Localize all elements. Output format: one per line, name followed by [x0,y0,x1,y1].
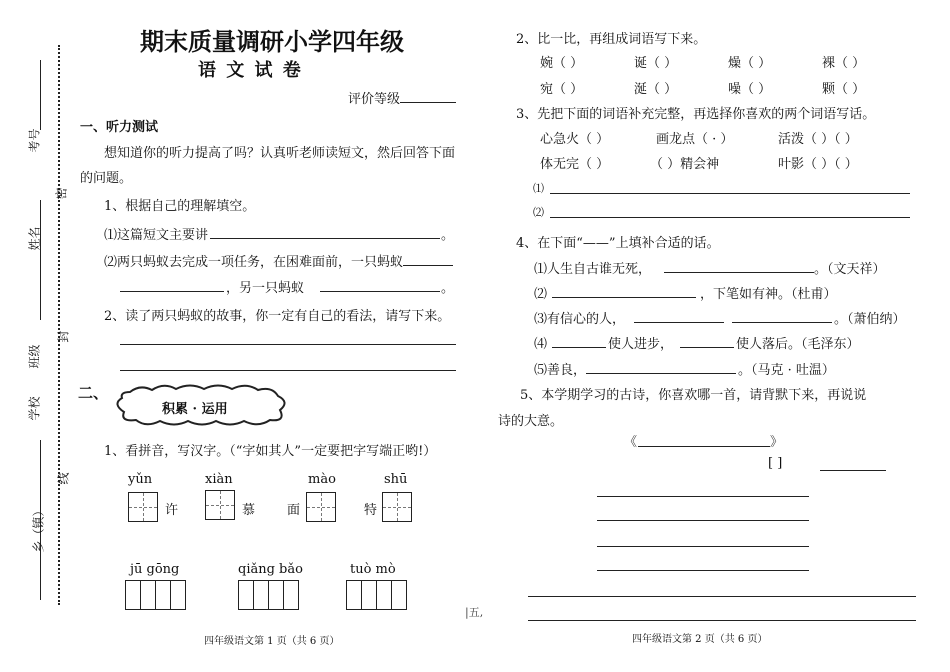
side-label-exam-no: 考号 [27,128,42,153]
pinyin-label: mào [308,472,336,487]
quote-c-end: 。（萧伯纳） [834,312,906,327]
pinyin-label: xiàn [205,472,233,487]
center-mark: |五, [465,606,484,619]
char-grid[interactable] [346,580,407,610]
quote-b: ⑵ [534,287,548,302]
char-grid[interactable] [238,580,299,610]
question-r3: 3、先把下面的词语补充完整，再选择你喜欢的两个词语写话。 [516,107,876,122]
idiom-item: 活泼（ ）（ ） [778,132,858,147]
seal-mark: 线 [56,472,71,485]
meaning-line[interactable] [528,596,916,597]
quote-a: ⑴人生自古谁无死， [534,262,652,277]
question-r5: 5、本学期学习的古诗，你喜欢哪一首，请背默下来，再说说 [520,388,867,403]
side-label-class: 班级 [27,344,42,369]
given-char: 慕 [242,503,256,518]
footer-right: 四年级语文第 2 页（共 6 页） [632,634,768,645]
pinyin-label: jū gōng [130,562,180,577]
char-box[interactable] [382,492,412,522]
pinyin-label: yǔn [128,472,153,487]
idiom-item: 叶影（ ）（ ） [778,157,858,172]
question-2: 2、读了两只蚂蚁的故事，你一定有自己的看法，请写下来。 [104,309,451,324]
quote-d-mid: 使人进步， [608,337,674,352]
answer-line[interactable] [120,344,456,345]
section1-intro: 想知道你的听力提高了吗？认真听老师读短文，然后回答下面 [104,146,456,161]
seal-dotted-line [58,45,60,605]
seal-mark: 密 [54,187,69,200]
pinyin-label: shū [384,472,408,487]
side-label-name: 姓名 [27,226,42,251]
section2-number: 二、 [78,384,109,402]
section1-heading: 一、听力测试 [80,120,159,135]
binding-line [40,200,41,320]
compare-item: 噪（ ） [728,82,772,97]
question-1c: ，另一只蚂蚁 [226,281,305,296]
quote-e-end: 。（马克 · 吐温） [738,363,835,378]
idiom-item: 心急火（ ） [540,132,610,147]
quote-e: ⑸善良， [534,363,587,378]
quote-d: ⑷ [534,337,548,352]
answer-blank[interactable] [664,272,814,273]
char-box[interactable] [306,492,336,522]
author-blank[interactable] [820,470,886,471]
answer-blank[interactable] [120,291,224,292]
answer-line[interactable] [120,370,456,371]
binding-line [40,60,41,130]
answer-blank[interactable] [320,291,440,292]
answer-blank[interactable] [634,322,724,323]
question-r5: 诗的大意。 [498,414,564,429]
poem-line[interactable] [597,570,809,571]
answer-blank[interactable] [403,265,453,266]
pinyin-label: qiǎng bǎo [238,562,303,577]
quote-a-end: 。（文天祥） [814,262,886,277]
question-1: 1、根据自己的理解填空。 [104,199,256,214]
compare-item: 诞（ ） [634,56,678,71]
question-pinyin: 1、看拼音，写汉字。（“字如其人”一定要把字写端正哟!） [104,444,437,459]
char-box[interactable] [128,492,158,522]
answer-blank[interactable] [680,347,734,348]
footer-left: 四年级语文第 1 页（共 6 页） [204,636,340,647]
quote-b-end: ，下笔如有神。（杜甫） [700,287,837,302]
meaning-line[interactable] [528,620,916,621]
period: 。 [441,228,455,243]
question-r4: 4、在下面“——”上填补合适的话。 [516,236,720,251]
seal-mark: 封 [56,330,71,343]
idiom-item: （ ）精会神 [650,157,720,172]
quote-c: ⑶有信心的人， [534,312,626,327]
sentence-label: ⑵ [533,206,544,219]
poem-title-close: 》 [770,435,784,450]
compare-item: 裸（ ） [822,56,866,71]
char-box[interactable] [205,490,235,520]
answer-blank[interactable] [210,238,440,239]
answer-blank[interactable] [732,322,832,323]
answer-blank[interactable] [586,373,736,374]
answer-line[interactable] [550,217,910,218]
char-grid[interactable] [125,580,186,610]
poem-title-blank[interactable] [638,446,770,447]
poem-title-open: 《 [624,435,638,450]
cloud-banner-text: 积累 · 运用 [162,402,228,417]
page-subtitle: 语 文 试 卷 [198,60,303,81]
compare-item: 燥（ ） [728,56,772,71]
poem-line[interactable] [597,546,809,547]
compare-item: 涎（ ） [634,82,678,97]
question-r2: 2、比一比，再组成词语写下来。 [516,32,707,47]
side-label-township: 乡（镇） [31,504,46,553]
pinyin-label: tuò mò [350,562,396,577]
answer-blank[interactable] [552,297,696,298]
idiom-item: 体无完（ ） [540,157,610,172]
given-char: 特 [364,503,378,518]
poem-line[interactable] [597,520,809,521]
rating-label: 评价等级 [348,92,401,107]
quote-d-end: 使人落后。（毛泽东） [736,337,860,352]
answer-line[interactable] [550,193,910,194]
page-title: 期末质量调研小学四年级 [140,27,404,56]
rating-blank[interactable] [400,102,456,103]
question-1b: ⑵两只蚂蚁去完成一项任务，在困难面前，一只蚂蚁 [104,255,404,270]
poem-line[interactable] [597,496,809,497]
period: 。 [441,281,455,296]
answer-blank[interactable] [552,347,606,348]
compare-item: 宛（ ） [540,82,584,97]
author-brackets: [ ] [768,456,783,471]
compare-item: 颗（ ） [822,82,866,97]
side-label-school: 学校 [27,396,42,421]
idiom-item: 画龙点（ · ） [656,132,734,147]
section1-intro: 的问题。 [80,171,133,186]
compare-item: 婉（ ） [540,56,584,71]
sentence-label: ⑴ [533,182,544,195]
given-char: 面 [287,503,301,518]
given-char: 许 [165,503,179,518]
question-1a: ⑴这篇短文主要讲 [104,228,209,243]
